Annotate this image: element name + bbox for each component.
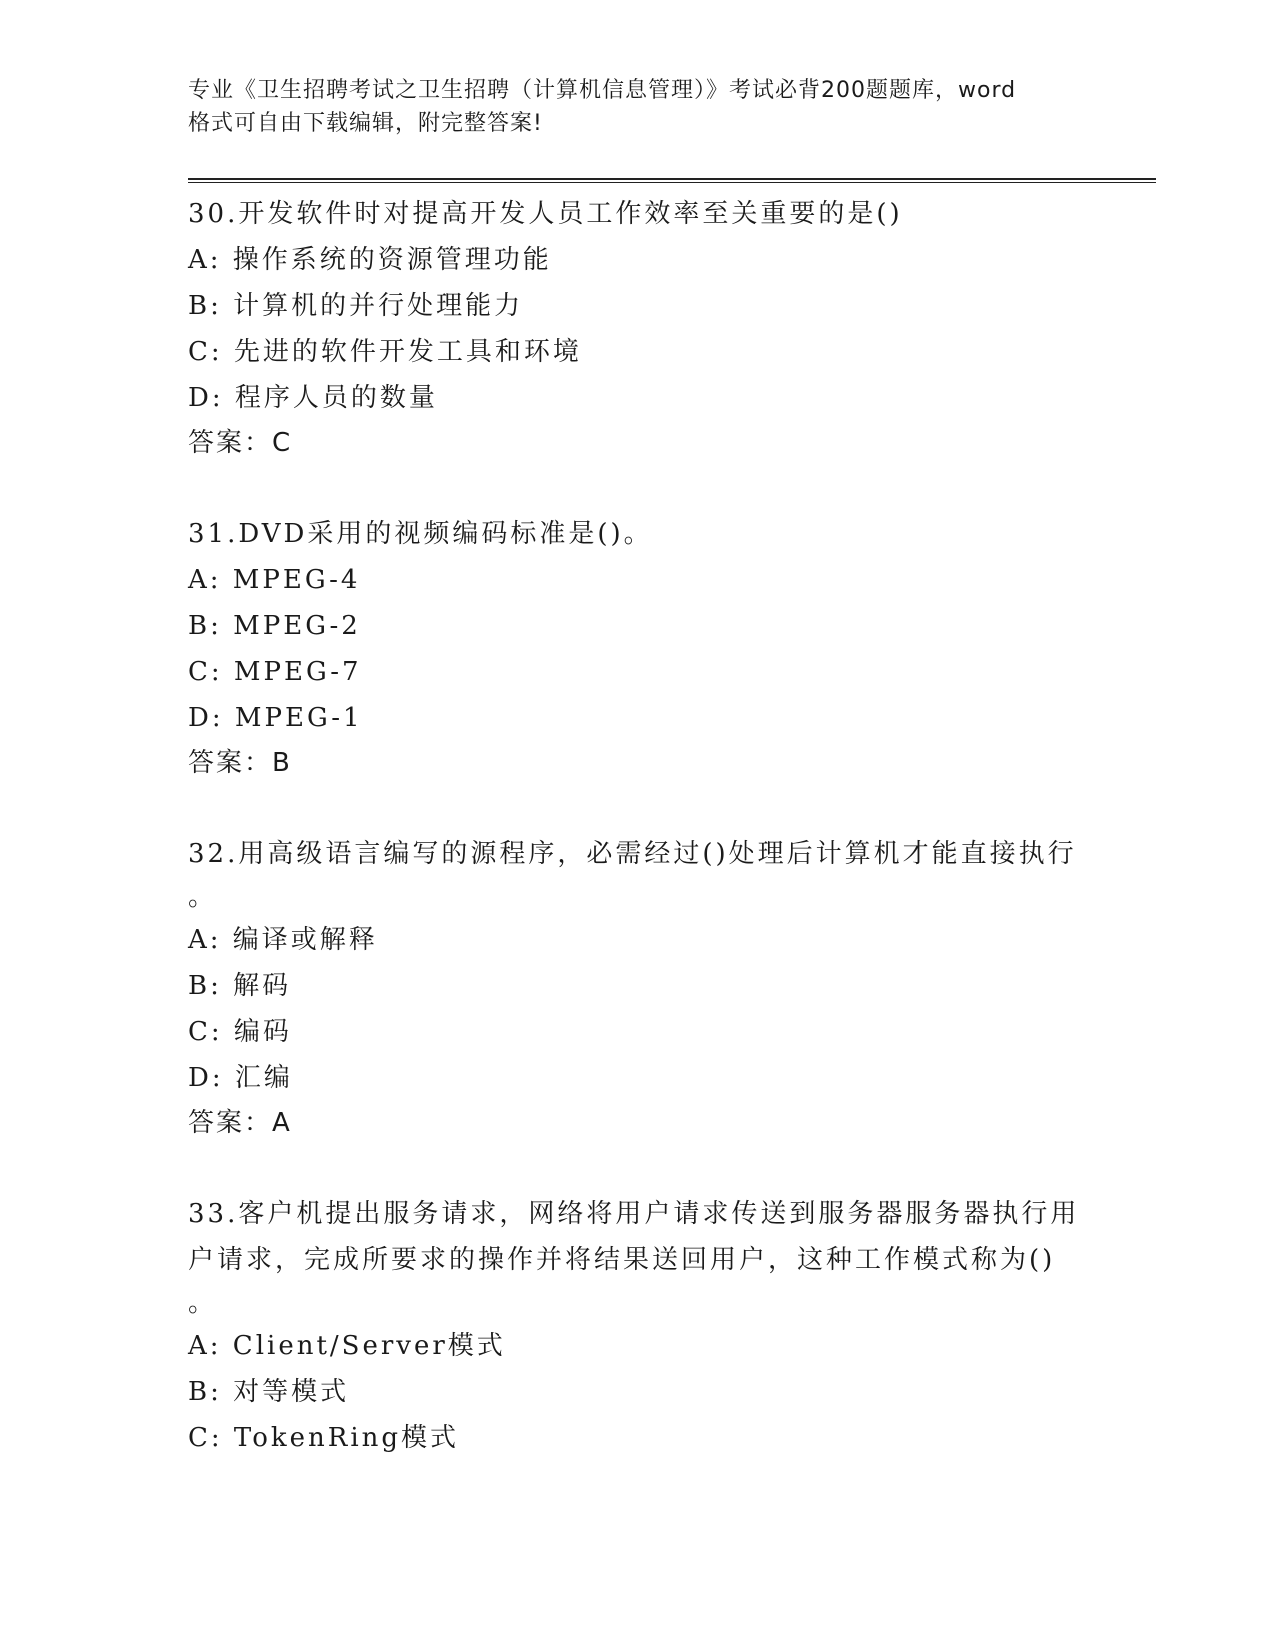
option-b: B: MPEG-2 (188, 611, 361, 641)
option-a: A: 操作系统的资源管理功能 (188, 245, 552, 275)
question-stem: 32.用高级语言编写的源程序，必需经过()处理后计算机才能直接执行 (188, 839, 1077, 869)
question-30 (188, 191, 1088, 465)
option-d: D: 程序人员的数量 (188, 383, 438, 413)
option-b: B: 解码 (188, 971, 292, 1001)
option-d: D: 汇编 (188, 1063, 293, 1093)
option-a: A: 编译或解释 (188, 925, 378, 955)
question-stem-continued: 。 (188, 1288, 218, 1318)
question-31 (188, 511, 1088, 785)
option-c: C: MPEG-7 (188, 657, 362, 687)
question-stem-continued: 。 (188, 882, 218, 912)
option-b: B: 计算机的并行处理能力 (188, 291, 524, 321)
answer: 答案：B (188, 748, 292, 778)
question-32 (188, 831, 1088, 1145)
header-line-2: 格式可自由下载编辑，附完整答案! (188, 111, 543, 136)
answer: 答案：C (188, 428, 293, 458)
question-stem: 30.开发软件时对提高开发人员工作效率至关重要的是() (188, 199, 903, 229)
header-line-1: 专业《卫生招聘考试之卫生招聘（计算机信息管理）》考试必背200题题库，word (188, 78, 1017, 103)
question-list (188, 191, 1088, 1507)
document-header (188, 74, 1088, 140)
question-stem: 33.客户机提出服务请求，网络将用户请求传送到服务器服务器执行用 (188, 1199, 1080, 1229)
header-divider (188, 178, 1156, 183)
option-d: D: MPEG-1 (188, 703, 363, 733)
option-c: C: 先进的软件开发工具和环境 (188, 337, 582, 367)
option-c: C: TokenRing模式 (188, 1423, 460, 1453)
option-a: A: MPEG-4 (188, 565, 361, 595)
option-a: A: Client/Server模式 (188, 1331, 506, 1361)
option-c: C: 编码 (188, 1017, 292, 1047)
question-stem-continued: 户请求，完成所要求的操作并将结果送回用户，这种工作模式称为() (188, 1245, 1056, 1275)
question-33 (188, 1191, 1088, 1461)
question-stem: 31.DVD采用的视频编码标准是()。 (188, 519, 653, 549)
answer: 答案：A (188, 1108, 292, 1138)
option-b: B: 对等模式 (188, 1377, 350, 1407)
